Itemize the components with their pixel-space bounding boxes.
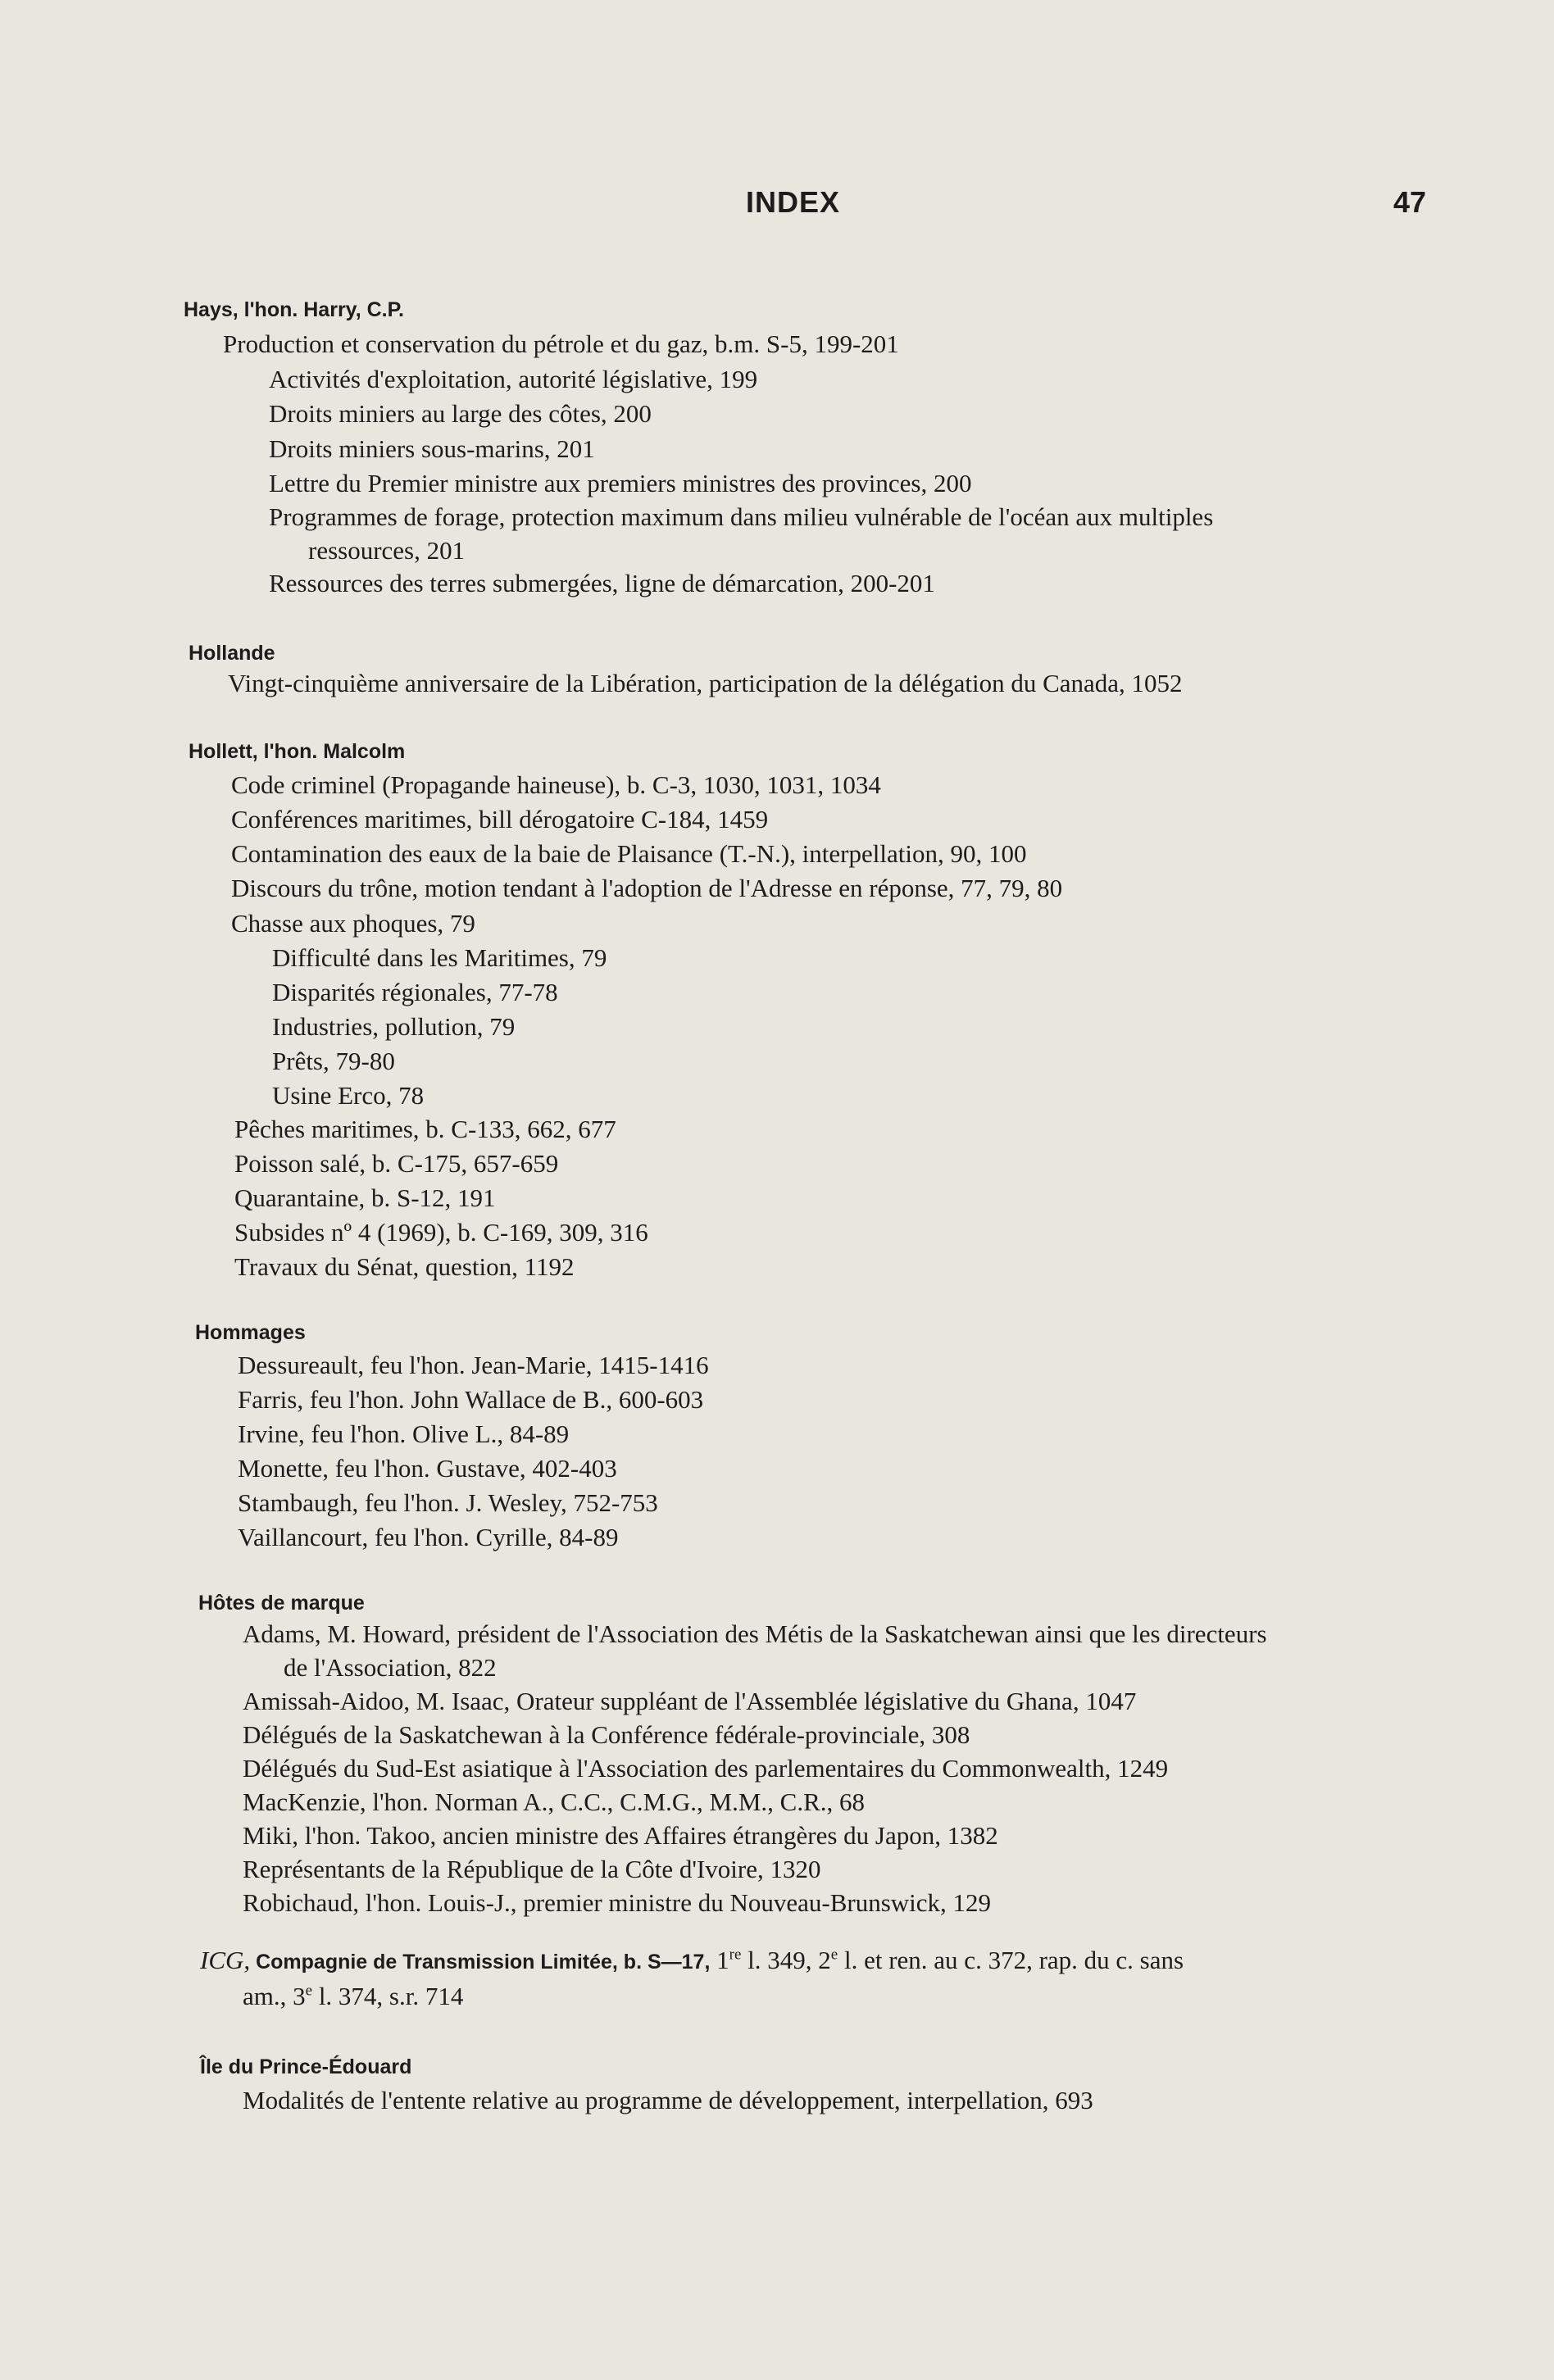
entry-line: Dessureault, feu l'hon. Jean-Marie, 1415-1416 [238, 1351, 709, 1379]
entry-line: Miki, l'hon. Takoo, ancien ministre des Affaires étrangères du Japon, 1382 [243, 1821, 998, 1850]
entry-subline: Difficulté dans les Maritimes, 79 [272, 943, 607, 972]
entry-subline: Prêts, 79-80 [272, 1047, 395, 1075]
entry-line: Conférences maritimes, bill dérogatoire C-184, 1459 [231, 805, 769, 833]
entry-line: Amissah-Aidoo, M. Isaac, Orateur suppléant de l'Assemblée législative du Ghana, 1047 [243, 1687, 1137, 1715]
entry-line: MacKenzie, l'hon. Norman A., C.C., C.M.G., M.M., C.R., 68 [243, 1787, 866, 1816]
entry-text: l. 349, 2 [747, 1946, 831, 1974]
entry-line: Code criminel (Propagande haineuse), b. C-3, 1030, 1031, 1034 [231, 770, 881, 799]
entry-line: Quarantaine, b. S-12, 191 [234, 1183, 496, 1212]
entry-line: Discours du trône, motion tendant à l'adoption de l'Adresse en réponse, 77, 79, 80 [231, 874, 1063, 902]
entry-line: Modalités de l'entente relative au programme de développement, interpellation, 693 [243, 2086, 1093, 2114]
entry-continuation [243, 1983, 463, 2009]
entry-line: Production et conservation du pétrole et du gaz, b.m. S-5, 199-201 [223, 329, 899, 358]
entry-line: Monette, feu l'hon. Gustave, 402-403 [238, 1454, 617, 1483]
entry-subline: Ressources des terres submergées, ligne de démarcation, 200-201 [269, 569, 935, 597]
entry-line: Irvine, feu l'hon. Olive L., 84-89 [238, 1419, 570, 1448]
entry-continuation: de l'Association, 822 [284, 1653, 497, 1682]
entry-line: Représentants de la République de la Côte d'Ivoire, 1320 [243, 1855, 821, 1883]
page-header [0, 185, 1554, 226]
page-title: INDEX [746, 185, 841, 219]
entry-heading-italic: ICG, [200, 1946, 251, 1974]
entry-heading: Compagnie de Transmission Limitée, b. S—17, [256, 1951, 711, 1973]
entry-text: l. et ren. au c. 372, rap. du c. sans [843, 1946, 1184, 1974]
entry-heading-line [200, 1947, 1184, 1973]
entry-text: l. 374, s.r. 714 [318, 1982, 464, 2010]
entry-line: Vaillancourt, feu l'hon. Cyrille, 84-89 [238, 1523, 619, 1551]
superscript: e [830, 1946, 838, 1964]
entry-text: 1 [716, 1946, 729, 1974]
entry-line: Pêches maritimes, b. C-133, 662, 677 [234, 1115, 616, 1143]
entry-heading: Hollande [189, 642, 275, 665]
entry-subline: Usine Erco, 78 [272, 1081, 425, 1110]
entry-continuation: ressources, 201 [308, 536, 466, 565]
entry-line: Farris, feu l'hon. John Wallace de B., 600-603 [238, 1385, 704, 1414]
superscript: e [305, 1982, 313, 2000]
entry-heading: Île du Prince-Édouard [200, 2055, 412, 2078]
entry-heading: Hôtes de marque [198, 1592, 365, 1615]
entry-line: Délégués du Sud-Est asiatique à l'Association des parlementaires du Commonwealth, 1249 [243, 1754, 1169, 1783]
entry-line: Délégués de la Saskatchewan à la Conférence fédérale-provinciale, 308 [243, 1720, 970, 1749]
entry-subline: Disparités régionales, 77-78 [272, 978, 558, 1006]
entry-line: Travaux du Sénat, question, 1192 [234, 1252, 575, 1281]
entry-line: Stambaugh, feu l'hon. J. Wesley, 752-753 [238, 1488, 658, 1517]
entry-heading: Hays, l'hon. Harry, C.P. [184, 298, 405, 321]
entry-text: am., 3 [243, 1982, 306, 2010]
entry-line: Contamination des eaux de la baie de Plaisance (T.-N.), interpellation, 90, 100 [231, 839, 1027, 868]
entry-line: Vingt-cinquième anniversaire de la Libération, participation de la délégation du Canada, 1052 [228, 669, 1183, 697]
entry-subline: Droits miniers au large des côtes, 200 [269, 399, 652, 428]
entry-line: Subsides nº 4 (1969), b. C-169, 309, 316 [234, 1218, 648, 1247]
entry-subline: Lettre du Premier ministre aux premiers ministres des provinces, 200 [269, 469, 972, 497]
superscript: re [729, 1946, 742, 1964]
entry-line: Poisson salé, b. C-175, 657-659 [234, 1149, 559, 1178]
entry-subline: Programmes de forage, protection maximum dans milieu vulnérable de l'océan aux multiples [269, 502, 1214, 531]
entry-line: Chasse aux phoques, 79 [231, 909, 475, 938]
entry-heading: Hollett, l'hon. Malcolm [189, 740, 406, 763]
page-number: 47 [1393, 185, 1427, 219]
entry-heading: Hommages [195, 1321, 306, 1344]
entry-line: Robichaud, l'hon. Louis-J., premier ministre du Nouveau-Brunswick, 129 [243, 1888, 992, 1917]
entry-subline: Industries, pollution, 79 [272, 1012, 516, 1041]
entry-line: Adams, M. Howard, président de l'Association des Métis de la Saskatchewan ainsi que les directeurs [243, 1619, 1267, 1648]
entry-subline: Activités d'exploitation, autorité législative, 199 [269, 365, 758, 393]
entry-subline: Droits miniers sous-marins, 201 [269, 434, 595, 463]
